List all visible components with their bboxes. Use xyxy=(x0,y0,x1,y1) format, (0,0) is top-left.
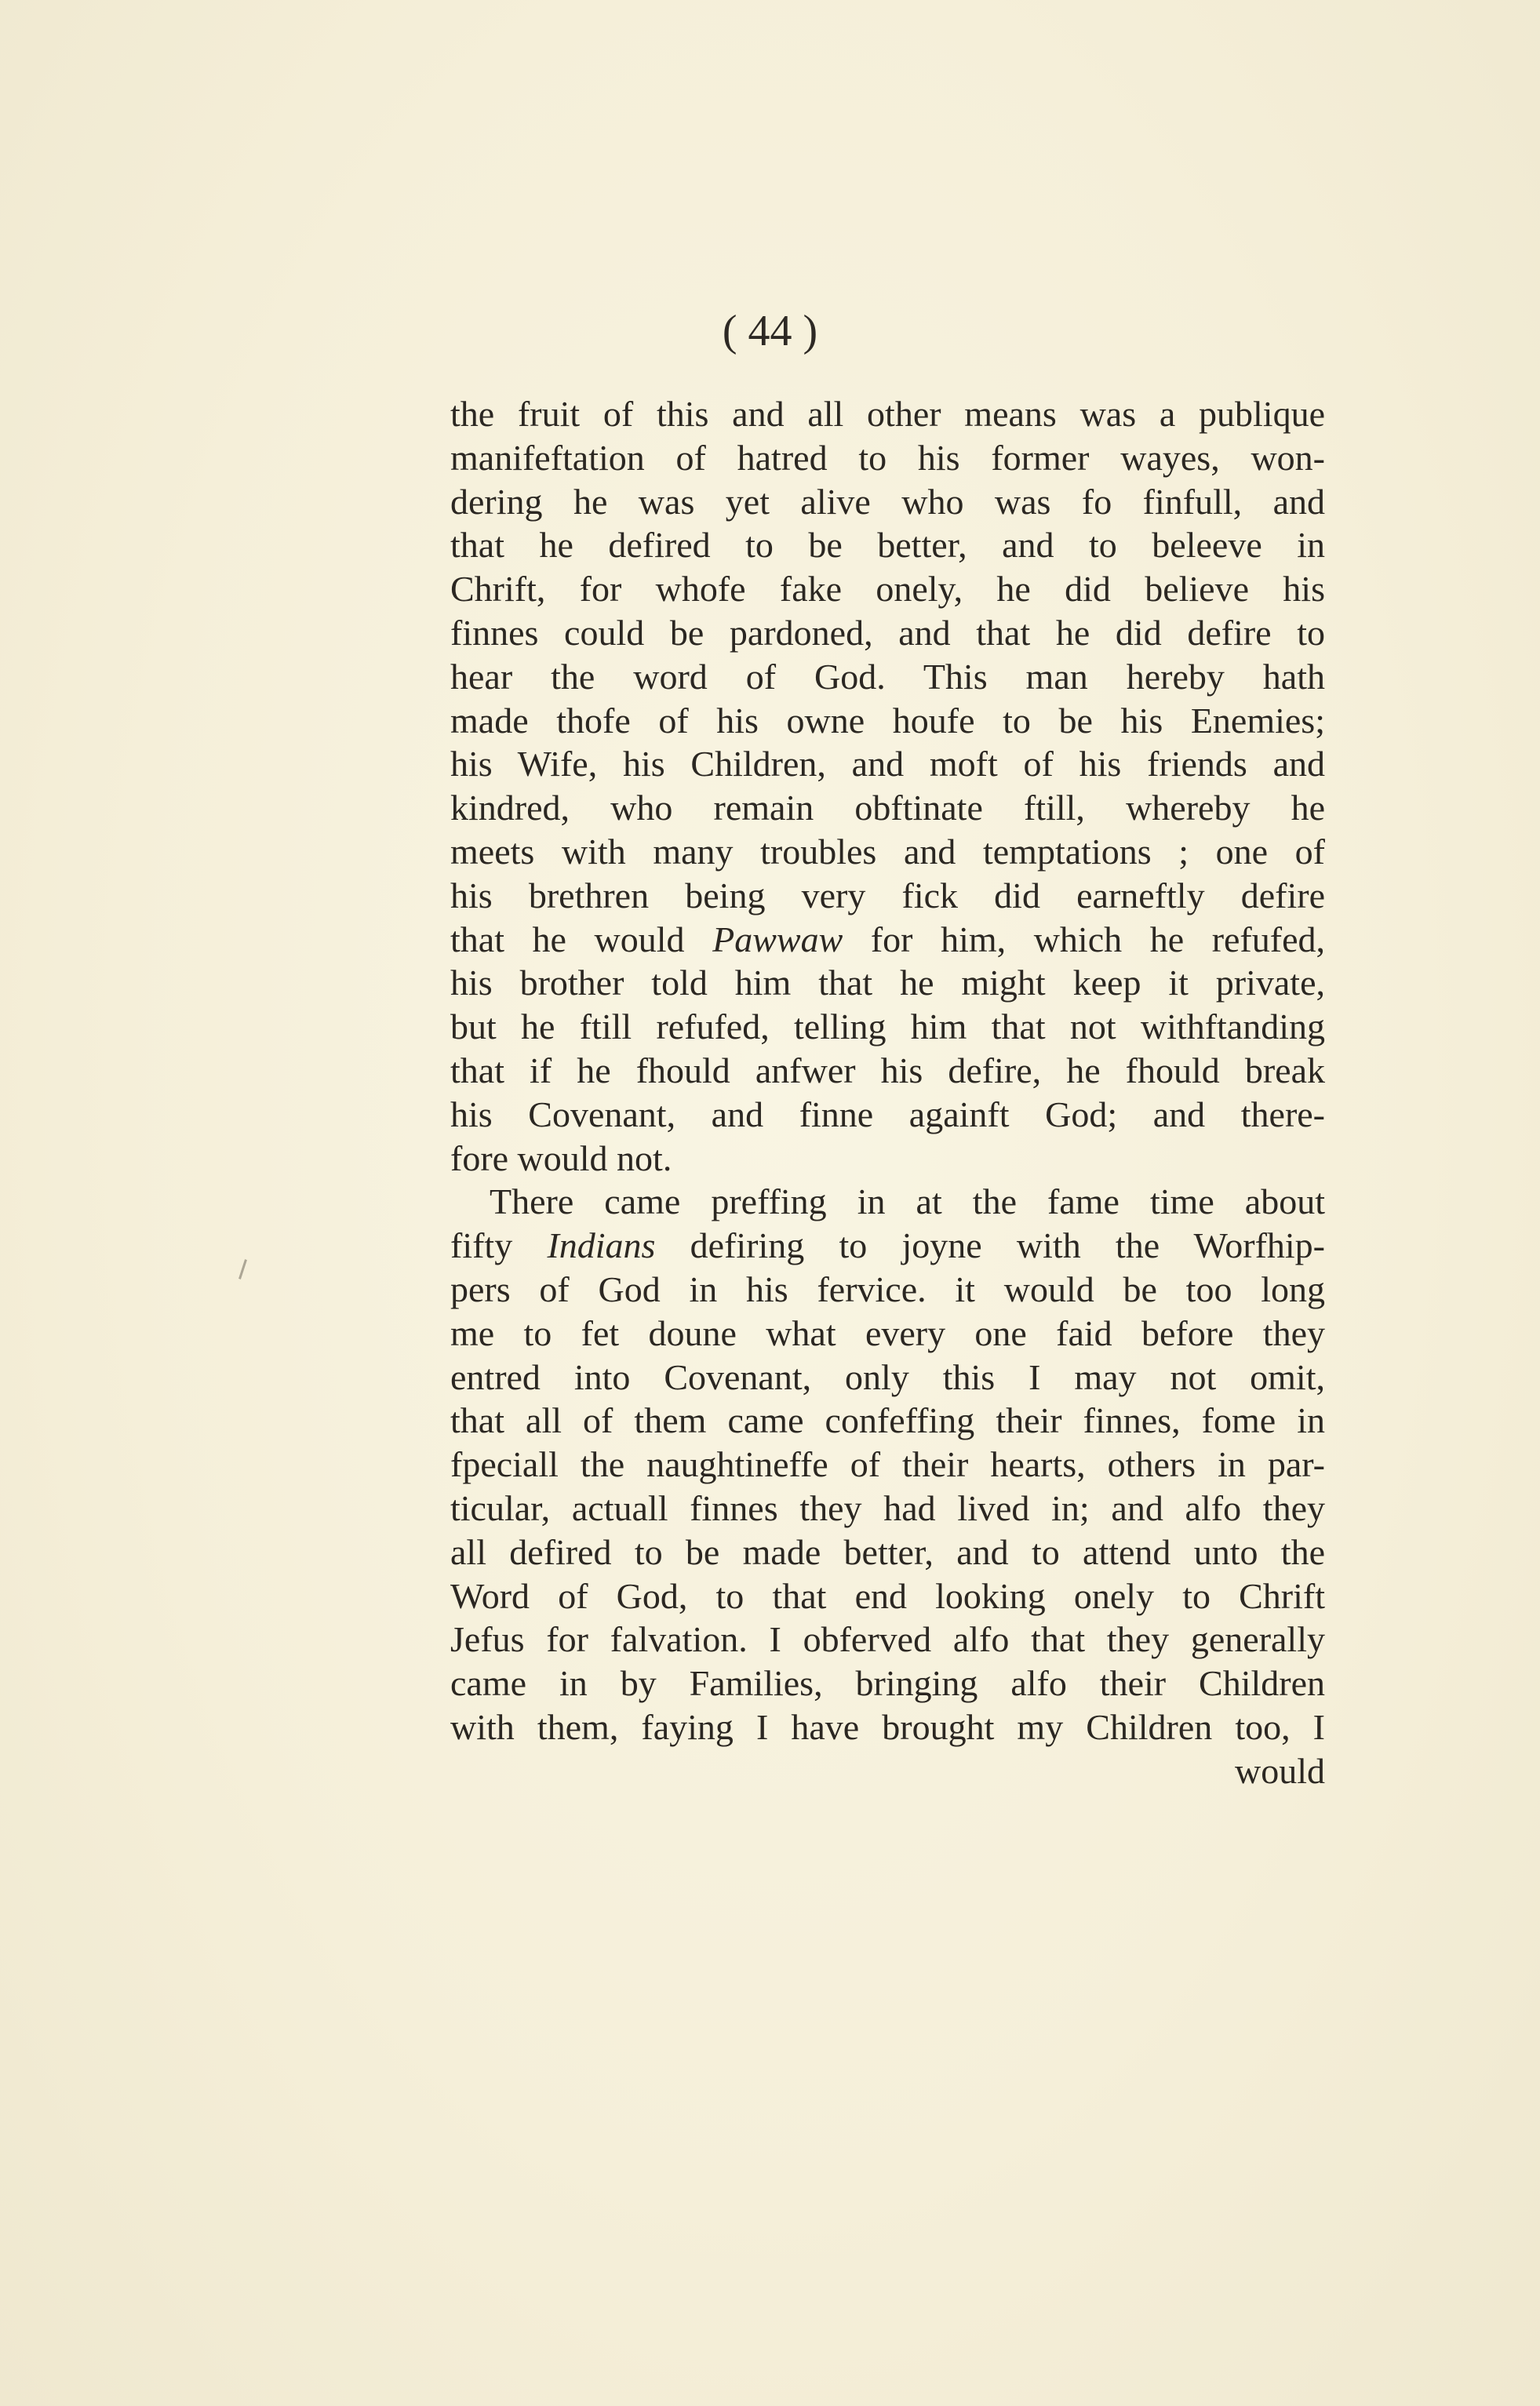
text-line-24: that all of them came confeffing their finnes, fome in xyxy=(450,1400,1325,1441)
text-line-7: hear the word of God. This man hereby hath xyxy=(450,656,1325,697)
text-line-20-part-1: fifty xyxy=(450,1225,548,1266)
indians-italic: Indians xyxy=(547,1225,656,1266)
text-line-1: the fruit of this and all other means was a publique xyxy=(450,394,1325,434)
text-line-26: ticular, actuall finnes they had lived in; and alfo they xyxy=(450,1487,1325,1528)
text-line-27: all defired to be made better, and to attend unto the xyxy=(450,1531,1325,1572)
text-line-21: pers of God in his fervice. it would be too long xyxy=(450,1269,1325,1309)
text-line-11: meets with many troubles and temptations ; one of xyxy=(450,831,1325,872)
text-line-10: kindred, who remain obftinate ftill, whereby he xyxy=(450,788,1325,828)
text-line-19: There came preffing in at the fame time about xyxy=(490,1181,1325,1222)
body-text xyxy=(450,392,1325,1793)
text-line-23: entred into Covenant, only this I may not omit, xyxy=(450,1356,1325,1397)
text-line-3: dering he was yet alive who was fo finfull, and xyxy=(450,481,1325,522)
text-line-4: that he defired to be better, and to beleeve in xyxy=(450,525,1325,566)
text-line-8: made thofe of his owne houfe to be his Enemies; xyxy=(450,700,1325,741)
text-line-15: but he ftill refufed, telling him that not withftanding xyxy=(450,1006,1325,1047)
text-line-6: finnes could be pardoned, and that he did defire to xyxy=(450,612,1325,653)
text-line-17: his Covenant, and finne againft God; and there- xyxy=(450,1094,1325,1134)
pawwaw-italic: Pawwaw xyxy=(712,919,843,959)
text-line-5: Chrift, for whofe fake onely, he did believe his xyxy=(450,569,1325,610)
text-line-9: his Wife, his Children, and moft of his friends and xyxy=(450,744,1325,784)
margin-mark xyxy=(238,1259,247,1279)
text-line-18: fore would not. xyxy=(450,1137,672,1178)
text-line-20-part-3: defiring to joyne with the Worfhip- xyxy=(655,1225,1325,1266)
text-line-12: his brethren being very fick did earneftly defire xyxy=(450,875,1325,915)
text-line-13-part-1: that he would xyxy=(450,919,713,959)
text-line-30: came in by Families, bringing alfo their Children xyxy=(450,1663,1325,1704)
text-line-20 xyxy=(450,1224,1325,1268)
text-line-2: manifeftation of hatred to his former wayes, won- xyxy=(450,437,1325,478)
page-number: ( 44 ) xyxy=(722,307,818,355)
text-line-28: Word of God, to that end looking onely to Chrift xyxy=(450,1575,1325,1616)
text-line-31: with them, faying I have brought my Children too, I xyxy=(450,1706,1325,1747)
text-line-25: fpeciall the naughtineffe of their hearts, others in par- xyxy=(450,1444,1325,1485)
text-line-13-part-3: for him, which he refufed, xyxy=(843,919,1325,959)
text-line-13 xyxy=(450,918,1325,962)
text-line-22: me to fet doune what every one faid before they xyxy=(450,1312,1325,1353)
text-line-16: that if he fhould anfwer his defire, he fhould break xyxy=(450,1050,1325,1090)
text-line-14: his brother told him that he might keep it private, xyxy=(450,963,1325,1003)
catchword: would xyxy=(1235,1750,1325,1791)
text-line-29: Jefus for falvation. I obferved alfo that they generally xyxy=(450,1619,1325,1660)
